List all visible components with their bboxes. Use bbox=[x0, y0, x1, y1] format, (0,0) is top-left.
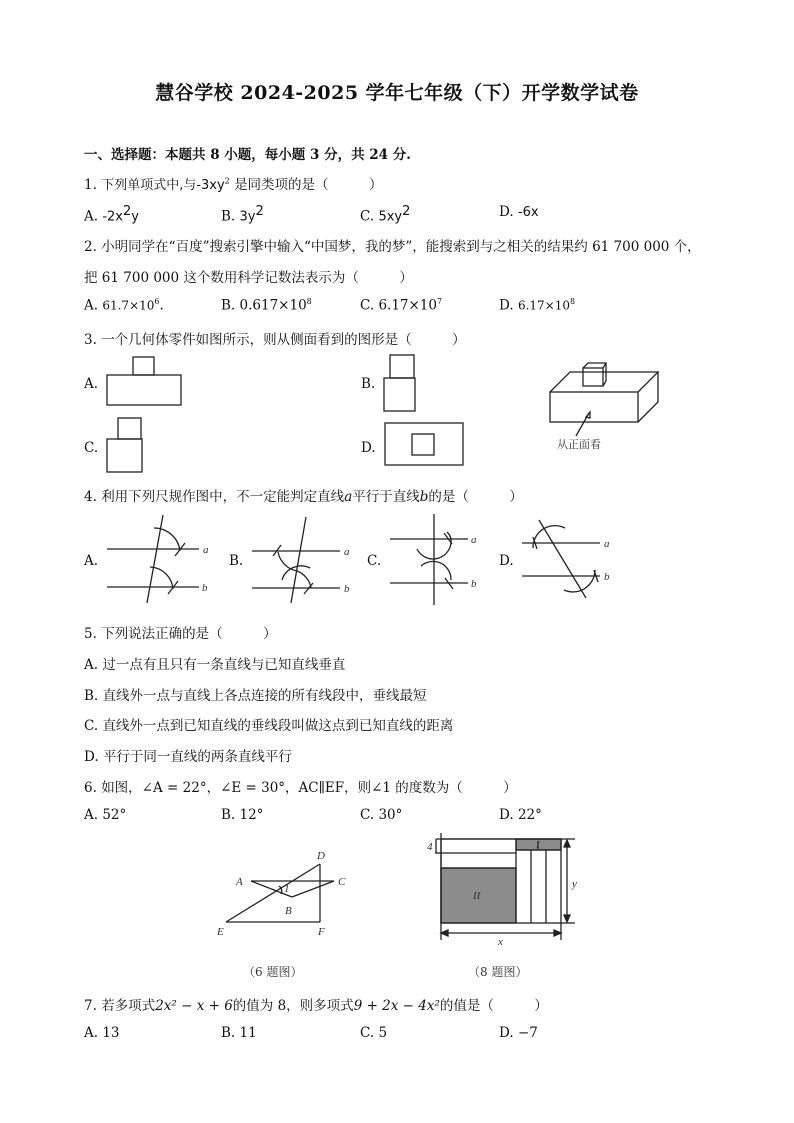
option-text: 平行于同一直线的两条直线平行 bbox=[102, 749, 292, 765]
option-text: 0.617×10 bbox=[239, 297, 307, 314]
option-label: A. bbox=[84, 657, 99, 673]
option-text: 6.17×10 bbox=[517, 298, 570, 313]
label-y: y bbox=[572, 878, 577, 890]
q4-option-a[interactable]: A. bbox=[84, 553, 99, 569]
question-stem-tail: 的是（ ） bbox=[428, 489, 523, 505]
question-number: 3. bbox=[84, 332, 97, 348]
label-x: x bbox=[498, 936, 503, 948]
question-stem: 小明同学在“百度”搜索引擎中输入“中国梦，我的梦”，能搜索到与之相关的结果约 61 700 000 个， bbox=[101, 239, 701, 255]
option-label: D. bbox=[499, 1025, 514, 1041]
option-text: -2x bbox=[102, 209, 123, 225]
option-text: 6.17×10 bbox=[378, 297, 437, 314]
option-label: B. bbox=[221, 1025, 236, 1041]
point-d: D bbox=[317, 850, 325, 862]
question-stem: 一个几何体零件如图所示，则从侧面看到的图形是（ ） bbox=[101, 332, 466, 348]
question-number: 1. bbox=[84, 177, 97, 193]
superscript: 2 bbox=[123, 204, 132, 219]
question-number: 6. bbox=[84, 780, 97, 796]
question-stem: 下列说法正确的是（ ） bbox=[101, 626, 277, 642]
option-label: B. bbox=[221, 208, 236, 225]
line-label-a: a bbox=[604, 538, 610, 550]
line-label-b: b bbox=[471, 578, 477, 590]
option-text: 22° bbox=[517, 807, 542, 823]
label-region-ii: II bbox=[473, 890, 481, 902]
option-text: 过一点有且只有一条直线与已知直线垂直 bbox=[102, 657, 346, 673]
option-label: A. bbox=[84, 807, 99, 823]
option-label: D. bbox=[499, 204, 514, 220]
superscript: 7 bbox=[437, 297, 443, 306]
option-label: C. bbox=[360, 297, 375, 314]
line-label-b: b bbox=[604, 571, 610, 583]
question-stem-mid: 的值为 8，则多项式 bbox=[232, 998, 354, 1014]
option-label: C. bbox=[360, 1025, 375, 1041]
option-label: C. bbox=[84, 718, 99, 734]
point-a: A bbox=[236, 876, 243, 888]
option-label: B. bbox=[84, 688, 99, 704]
option-label: D. bbox=[84, 749, 99, 765]
line-label-a: a bbox=[344, 546, 350, 558]
question-stem: 如图，∠A = 22°，∠E = 30°，AC∥EF，则∠1 的度数为（ ） bbox=[101, 780, 517, 796]
q7-option-a[interactable] bbox=[84, 1025, 120, 1041]
question-stem: 下列单项式中,与-3xy bbox=[101, 178, 225, 193]
angle-1-label: 1 bbox=[284, 883, 290, 895]
q7-option-b[interactable] bbox=[221, 1025, 257, 1041]
option-text: −7 bbox=[517, 1025, 538, 1041]
question-2-line2: 把 61 700 000 这个数用科学记数法表示为（ ） bbox=[84, 270, 413, 286]
superscript: 2 bbox=[224, 176, 230, 186]
option-label: A. bbox=[84, 1025, 99, 1041]
option-text: 30° bbox=[378, 807, 403, 823]
question-number: 2. bbox=[84, 239, 97, 255]
q3-option-d[interactable]: D. bbox=[361, 440, 376, 456]
figure-8-caption: （8 题图） bbox=[468, 965, 528, 979]
option-text: 5xy bbox=[378, 209, 403, 225]
point-c: C bbox=[338, 876, 346, 888]
superscript: 2 bbox=[402, 204, 411, 219]
question-number: 4. bbox=[84, 489, 97, 505]
line-label-a: a bbox=[471, 534, 477, 546]
q3-option-a[interactable]: A. bbox=[84, 376, 99, 392]
q7-option-c[interactable] bbox=[360, 1025, 387, 1041]
option-text: 11 bbox=[239, 1025, 257, 1041]
label-region-i: I bbox=[536, 839, 540, 851]
q4-option-d[interactable]: D. bbox=[499, 553, 514, 569]
q4-option-b[interactable]: B. bbox=[229, 553, 244, 569]
label-4: 4 bbox=[427, 841, 433, 853]
option-text-tail: . bbox=[159, 297, 164, 314]
superscript: 8 bbox=[306, 297, 312, 306]
variable-a: a bbox=[344, 489, 353, 505]
point-b: B bbox=[285, 905, 292, 917]
superscript: 8 bbox=[569, 297, 576, 306]
question-stem: 若多项式 bbox=[101, 998, 156, 1014]
question-number: 5. bbox=[84, 626, 97, 642]
superscript: 2 bbox=[255, 204, 264, 219]
q7-option-d[interactable] bbox=[499, 1025, 538, 1041]
point-e: E bbox=[217, 926, 224, 938]
option-label: C. bbox=[360, 807, 375, 823]
page-title: 慧谷学校 2024-2025 学年七年级（下）开学数学试卷 bbox=[155, 82, 639, 104]
line-label-a: a bbox=[203, 544, 209, 556]
option-label: A. bbox=[84, 208, 99, 225]
option-text: 52° bbox=[102, 807, 127, 823]
option-text: 12° bbox=[239, 807, 264, 823]
superscript: 6 bbox=[154, 297, 160, 306]
section-header: 一、选择题：本题共 8 小题，每小题 3 分，共 24 分. bbox=[84, 147, 411, 163]
option-text: -6x bbox=[517, 205, 539, 220]
polynomial-1: 2x² − x + 6 bbox=[155, 998, 233, 1014]
view-direction-label: 从正面看 bbox=[557, 438, 601, 451]
figure-6-caption: （6 题图） bbox=[243, 965, 303, 979]
question-7 bbox=[84, 994, 548, 1014]
question-stem-tail: 是同类项的是（ ） bbox=[234, 177, 383, 193]
line-label-b: b bbox=[202, 582, 208, 594]
question-stem-mid: 平行于直线 bbox=[352, 489, 420, 505]
question-stem-tail: 的值是（ ） bbox=[439, 998, 548, 1014]
option-text: 5 bbox=[378, 1025, 388, 1041]
option-text: 3y bbox=[239, 209, 256, 225]
option-text: 13 bbox=[102, 1025, 120, 1041]
question-number: 7. bbox=[84, 998, 97, 1014]
line-label-b: b bbox=[344, 583, 350, 595]
option-label: A. bbox=[84, 297, 99, 314]
point-f: F bbox=[318, 926, 325, 938]
variable-b: b bbox=[419, 489, 429, 505]
q4-option-c[interactable]: C. bbox=[367, 553, 382, 569]
option-text: 61.7×10 bbox=[102, 298, 155, 313]
polynomial-2: 9 + 2x − 4x² bbox=[353, 998, 440, 1014]
option-label: B. bbox=[221, 297, 236, 314]
option-text: 直线外一点到已知直线的垂线段叫做这点到已知直线的距离 bbox=[102, 718, 454, 734]
option-label: C. bbox=[360, 208, 375, 225]
option-text-tail: y bbox=[131, 209, 139, 225]
option-label: D. bbox=[499, 297, 514, 314]
option-label: B. bbox=[221, 807, 236, 823]
q3-option-c[interactable]: C. bbox=[84, 440, 99, 456]
q3-option-b[interactable]: B. bbox=[361, 376, 376, 392]
question-stem: 利用下列尺规作图中，不一定能判定直线 bbox=[101, 489, 345, 505]
option-label: D. bbox=[499, 807, 514, 823]
option-text: 直线外一点与直线上各点连接的所有线段中，垂线最短 bbox=[102, 688, 427, 704]
